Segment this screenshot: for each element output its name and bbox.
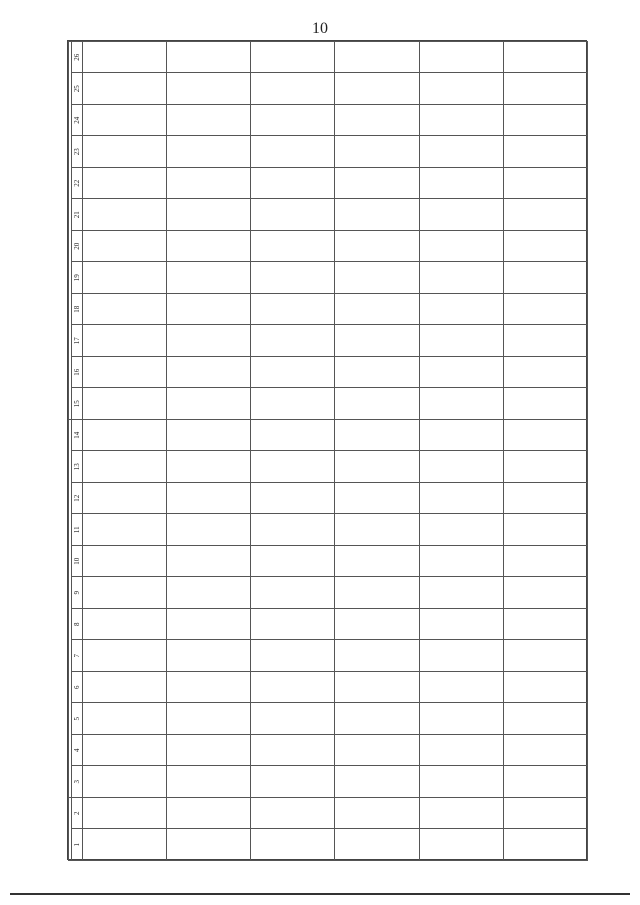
table-cell [83, 73, 167, 105]
table-cell [83, 105, 167, 137]
table-cell [503, 609, 587, 641]
table-cell [503, 199, 587, 231]
table-cell [503, 577, 587, 609]
column-number: 6 [72, 672, 83, 704]
table-cell [251, 325, 335, 357]
table-cell [167, 451, 251, 483]
table-cell [251, 829, 335, 861]
table-cell [503, 829, 587, 861]
table-cell [167, 105, 251, 137]
table-cell [503, 735, 587, 767]
table-cell [419, 483, 503, 515]
table-cell [167, 766, 251, 798]
table-cell [83, 798, 167, 830]
table-cell [167, 325, 251, 357]
table-cell [251, 703, 335, 735]
table-cell [251, 798, 335, 830]
table-cell [419, 168, 503, 200]
table-cell [251, 609, 335, 641]
column-number: 8 [72, 609, 83, 641]
rotated-table-scan [67, 40, 587, 860]
table-cell [419, 420, 503, 452]
table-cell [335, 73, 419, 105]
table-cell [335, 703, 419, 735]
table-cell [419, 325, 503, 357]
table-cell [503, 294, 587, 326]
table-cell [419, 388, 503, 420]
table-cell [167, 231, 251, 263]
table-cell [83, 451, 167, 483]
table-cell [83, 42, 167, 74]
column-number: 7 [72, 640, 83, 672]
table-cell [251, 766, 335, 798]
table-cell [335, 294, 419, 326]
table-cell [335, 231, 419, 263]
table-cell [167, 483, 251, 515]
table-cell [419, 451, 503, 483]
table-cell [503, 388, 587, 420]
column-number: 3 [72, 766, 83, 798]
table-cell [335, 483, 419, 515]
table-cell [419, 136, 503, 168]
table-cell [503, 514, 587, 546]
table-cell [419, 514, 503, 546]
column-number: 5 [72, 703, 83, 735]
column-number: 24 [72, 105, 83, 137]
table-cell [167, 735, 251, 767]
table-cell [167, 357, 251, 389]
table-cell [335, 420, 419, 452]
table-cell [503, 766, 587, 798]
table-cell [167, 262, 251, 294]
table-cell [83, 609, 167, 641]
table-cell [167, 514, 251, 546]
table-cell [83, 357, 167, 389]
table-cell [83, 231, 167, 263]
column-number: 15 [72, 388, 83, 420]
column-number: 22 [72, 168, 83, 200]
table-cell [251, 546, 335, 578]
table-cell [503, 798, 587, 830]
rotated-table-container [68, 41, 588, 861]
table-cell [251, 105, 335, 137]
column-number: 23 [72, 136, 83, 168]
table-cell [167, 640, 251, 672]
table-cell [83, 577, 167, 609]
table-cell [251, 294, 335, 326]
table-cell [83, 325, 167, 357]
table-cell [503, 42, 587, 74]
table-cell [83, 703, 167, 735]
table-cell [251, 136, 335, 168]
column-number: 16 [72, 357, 83, 389]
column-number: 19 [72, 262, 83, 294]
column-number: 2 [72, 798, 83, 830]
table-cell [503, 703, 587, 735]
column-number: 25 [72, 73, 83, 105]
table-cell [251, 514, 335, 546]
budget-table [68, 41, 588, 861]
table-cell [251, 577, 335, 609]
table-cell [335, 546, 419, 578]
table-cell [83, 168, 167, 200]
table-cell [167, 577, 251, 609]
table-cell [335, 262, 419, 294]
table-cell [251, 262, 335, 294]
column-number: 13 [72, 451, 83, 483]
table-cell [83, 136, 167, 168]
table-cell [335, 577, 419, 609]
table-cell [167, 199, 251, 231]
table-cell [167, 42, 251, 74]
table-cell [167, 294, 251, 326]
table-cell [335, 357, 419, 389]
table-cell [419, 798, 503, 830]
table-cell [83, 546, 167, 578]
table-row [503, 42, 587, 861]
column-number: 21 [72, 199, 83, 231]
table-cell [503, 325, 587, 357]
table-cell [167, 703, 251, 735]
table-cell [83, 672, 167, 704]
column-number: 4 [72, 735, 83, 767]
table-cell [251, 388, 335, 420]
column-number: 9 [72, 577, 83, 609]
table-cell [419, 357, 503, 389]
table-cell [419, 735, 503, 767]
table-cell [419, 640, 503, 672]
table-cell [83, 199, 167, 231]
table-cell [167, 420, 251, 452]
table-cell [83, 262, 167, 294]
table-cell [503, 168, 587, 200]
table-cell [419, 231, 503, 263]
table-cell [503, 640, 587, 672]
table-cell [419, 105, 503, 137]
table-cell [503, 451, 587, 483]
table-cell [251, 672, 335, 704]
table-cell [167, 609, 251, 641]
table-cell [167, 829, 251, 861]
table-cell [251, 231, 335, 263]
table-cell [419, 546, 503, 578]
table-cell [419, 42, 503, 74]
table-row [251, 42, 335, 861]
column-number: 1 [72, 829, 83, 861]
table-cell [335, 766, 419, 798]
table-cell [419, 199, 503, 231]
table-cell [167, 546, 251, 578]
table-cell [83, 483, 167, 515]
column-number: 18 [72, 294, 83, 326]
column-number: 10 [72, 546, 83, 578]
table-cell [419, 609, 503, 641]
table-cell [83, 735, 167, 767]
table-cell [503, 420, 587, 452]
table-cell [251, 199, 335, 231]
table-cell [335, 168, 419, 200]
table-cell [335, 136, 419, 168]
footer-divider [10, 893, 630, 895]
page-number: 10 [312, 20, 328, 37]
table-cell [419, 73, 503, 105]
table-cell [83, 420, 167, 452]
column-number-row [72, 42, 83, 861]
table-cell [83, 294, 167, 326]
column-number: 14 [72, 420, 83, 452]
table-cell [167, 798, 251, 830]
table-row [419, 42, 503, 861]
table-cell [419, 672, 503, 704]
table-cell [335, 798, 419, 830]
table-cell [167, 168, 251, 200]
table-row [335, 42, 419, 861]
table-cell [503, 262, 587, 294]
table-cell [503, 546, 587, 578]
table-cell [83, 514, 167, 546]
table-cell [83, 388, 167, 420]
table-cell [419, 294, 503, 326]
table-cell [83, 829, 167, 861]
table-cell [335, 451, 419, 483]
table-cell [251, 73, 335, 105]
table-cell [335, 325, 419, 357]
table-cell [419, 262, 503, 294]
table-cell [167, 136, 251, 168]
table-cell [503, 672, 587, 704]
table-cell [335, 42, 419, 74]
table-cell [335, 829, 419, 861]
table-cell [251, 735, 335, 767]
table-cell [335, 672, 419, 704]
column-number: 26 [72, 42, 83, 74]
table-cell [167, 388, 251, 420]
table-cell [419, 766, 503, 798]
table-cell [503, 483, 587, 515]
table-cell [335, 388, 419, 420]
table-cell [335, 609, 419, 641]
table-cell [503, 105, 587, 137]
table-cell [167, 672, 251, 704]
table-cell [167, 73, 251, 105]
table-cell [251, 357, 335, 389]
table-row [167, 42, 251, 861]
table-cell [503, 357, 587, 389]
table-cell [335, 514, 419, 546]
table-cell [251, 420, 335, 452]
table-cell [335, 640, 419, 672]
table-cell [83, 640, 167, 672]
table-cell [83, 766, 167, 798]
column-number: 12 [72, 483, 83, 515]
table-cell [251, 42, 335, 74]
table-cell [251, 451, 335, 483]
table-cell [251, 483, 335, 515]
column-number: 20 [72, 231, 83, 263]
table-row [83, 42, 167, 861]
column-number: 17 [72, 325, 83, 357]
table-cell [335, 735, 419, 767]
table-cell [335, 105, 419, 137]
table-cell [503, 73, 587, 105]
table-cell [503, 231, 587, 263]
table-cell [419, 829, 503, 861]
table-cell [335, 199, 419, 231]
table-cell [251, 640, 335, 672]
table-cell [419, 703, 503, 735]
table-cell [503, 136, 587, 168]
column-number: 11 [72, 514, 83, 546]
table-cell [251, 168, 335, 200]
table-cell [419, 577, 503, 609]
